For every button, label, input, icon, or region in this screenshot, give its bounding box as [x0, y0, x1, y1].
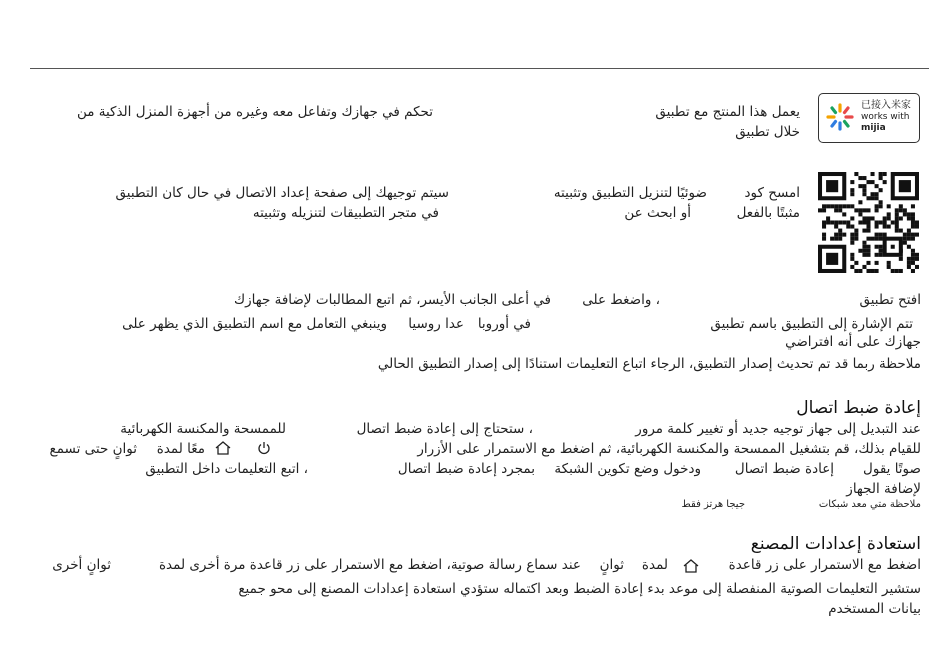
install-scan-desc: ضوئيًا لتنزيل التطبيق وتثبيته [553, 185, 707, 201]
factory-line3: بيانات المستخدم [828, 601, 921, 617]
factory-line1-press: اضغط مع الاستمرار على زر قاعدة [728, 557, 921, 573]
factory-line1-more: ثوانٍ أخرى [52, 557, 111, 573]
setup-update-note: ملاحظة ربما قد تم تحديث إصدار التطبيق، الرجاء اتباع التعليمات استنادًا إلى إصدار التطبيق الحالي [377, 356, 921, 372]
setup-follow-prompts: في أعلى الجانب الأيسر، ثم اتبع المطالبات لإضافة جهازك [234, 292, 551, 308]
setup-default: جهازك على أنه افتراضي [785, 334, 921, 350]
install-already-installed: مثبتًا بالفعل [736, 205, 800, 221]
reset-note-networks: ملاحظة متي معد شبكات [818, 499, 921, 510]
setup-tap: ، واضغط على [582, 292, 660, 308]
home-icon [682, 558, 700, 574]
install-scan-code: امسح كود [744, 185, 800, 201]
setup-europe: في أوروبا [477, 316, 531, 332]
factory-line2: ستشير التعليمات الصوتية المنفصلة إلى موعد بدء إعادة الضبط وبعد اكتماله ستؤدي استعادة إعدادات المصنع إلى محو جميع [238, 581, 921, 597]
reset-note-band: جيجا هرتز فقط [681, 499, 745, 510]
install-app-store: في متجر التطبيقات لتنزيله وتثبيته [252, 205, 439, 221]
badge-works-with: works with [861, 112, 910, 122]
power-icon [257, 440, 271, 456]
works-with-mijia-badge [818, 93, 920, 143]
setup-except-russia: عدا روسيا [408, 316, 464, 332]
factory-reset-heading: استعادة إعدادات المصنع [750, 534, 921, 554]
reset-line1-device: للممسحة والمكنسة الكهربائية [120, 421, 286, 437]
qr-code-icon [818, 172, 919, 273]
reset-line3-reset: إعادة ضبط اتصال [734, 461, 834, 477]
mijia-logo-icon [825, 102, 855, 132]
intro-line1-left: تحكم في جهازك وتفاعل معه وغيره من أجهزة المنزل الذكية من [76, 104, 433, 120]
reset-line3-config: ودخول وضع تكوين الشبكة [554, 461, 701, 477]
factory-line1-for: لمدة [641, 557, 668, 573]
top-divider [30, 68, 929, 69]
setup-app-name-treat: وينبغي التعامل مع اسم التطبيق الذي يظهر على [122, 316, 387, 332]
install-redirect-note: سيتم توجيهك إلى صفحة إعداد الاتصال في حال كان التطبيق [115, 185, 449, 201]
intro-line1-right: يعمل هذا المنتج مع تطبيق [655, 104, 800, 120]
setup-app-name-note: تتم الإشارة إلى التطبيق باسم تطبيق [710, 316, 913, 332]
factory-line1-voice: عند سماع رسالة صوتية، اضغط مع الاستمرار على زر قاعدة مرة أخرى لمدة [158, 557, 581, 573]
reset-line2-seconds: ثوانٍ حتى تسمع [49, 441, 137, 457]
factory-line1-seconds: ثوانٍ [599, 557, 624, 573]
reset-line1-router: عند التبديل إلى جهاز توجيه جديد أو تغيير كلمة مرور [635, 421, 921, 437]
reset-connection-heading: إعادة ضبط اتصال [796, 398, 921, 418]
setup-open-app: افتح تطبيق [859, 292, 921, 308]
install-or-search: أو ابحث عن [624, 205, 691, 221]
reset-line4: لإضافة الجهاز [846, 481, 921, 497]
home-icon [214, 440, 232, 456]
reset-line1-need: ، ستحتاج إلى إعادة ضبط اتصال [356, 421, 533, 437]
badge-brand: mijia [861, 123, 886, 133]
reset-line2-press: للقيام بذلك، قم بتشغيل الممسحة والمكنسة الكهربائية، ثم اضغط مع الاستمرار على الأزرار [417, 441, 921, 457]
reset-line3-follow: ، اتبع التعليمات داخل التطبيق [145, 461, 308, 477]
intro-line2: خلال تطبيق [735, 124, 800, 140]
reset-line2-together: معًا لمدة [156, 441, 205, 457]
reset-line3-voice: صوتًا يقول [863, 461, 921, 477]
reset-line3-once: بمجرد إعادة ضبط اتصال [397, 461, 535, 477]
badge-chinese-label: 已接入米家 [861, 100, 911, 111]
